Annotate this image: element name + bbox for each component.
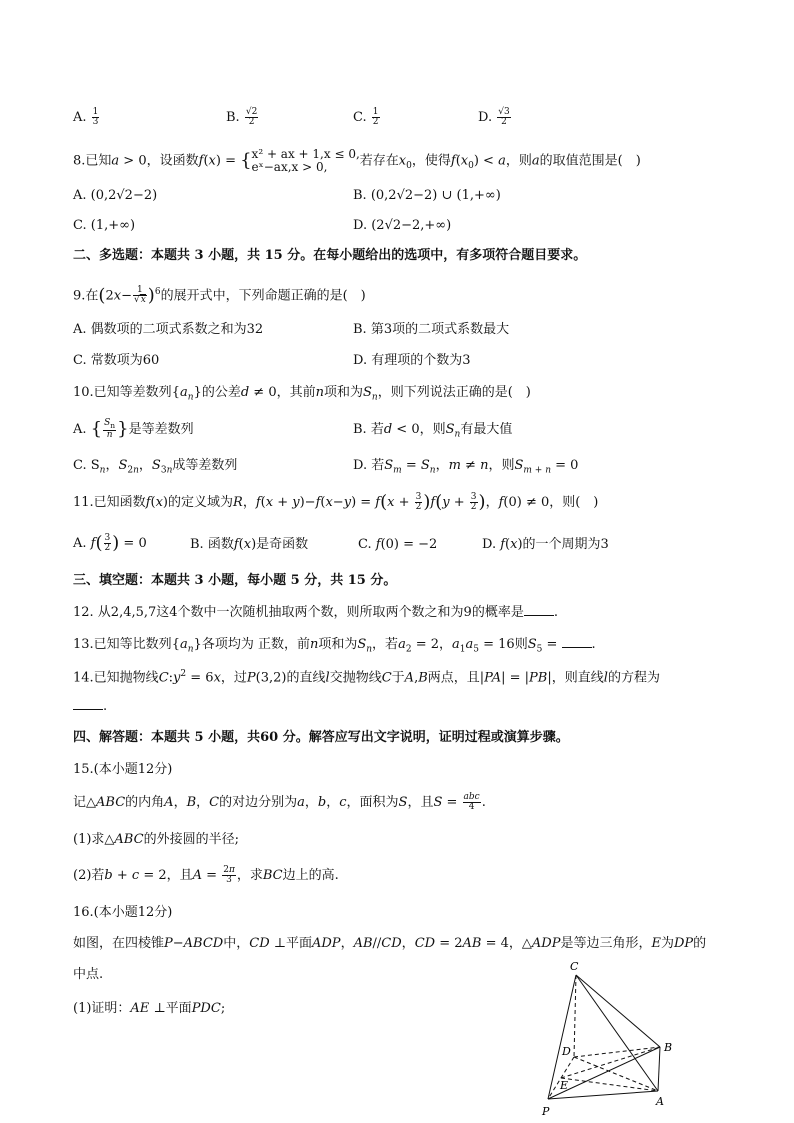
q11-stem: 11.已知函数f(x)的定义域为R，f(x + y)−f(x−y) = f(x + $\frac{3}{2}$ )f(y + $\frac{3}{2}$ )，f(0) ≠ 0，则( )	[73, 491, 599, 513]
label-p: P	[542, 1105, 550, 1118]
q11-option-a: A. f( $\frac{3}{2}$ ) = 0	[73, 532, 147, 554]
edge-cd	[574, 975, 576, 1057]
edge-db	[574, 1047, 660, 1057]
q11-option-b: B. 函数f(x)是奇函数	[190, 537, 309, 552]
q15-part2: (2)若b + c = 2，且A = $\frac{2\pi}{3}$ ，求BC边上的高.	[73, 865, 339, 885]
label-c: C	[570, 960, 579, 973]
q8-option-c: C. (1,+∞)	[73, 218, 136, 233]
label-e: E	[560, 1079, 569, 1092]
section-2-heading: 二、多选题：本题共 3 小题，共 15 分。在每小题给出的选项中，有多项符合题目要求。	[73, 248, 587, 263]
q9-stem: 9.在(2x− $\frac{1}{√x}$ )$^6$的展开式中，下列命题正确的是( )	[73, 284, 366, 306]
q16-heading: 16.(本小题12分)	[73, 905, 173, 920]
q11-option-c: C. f(0) = −2	[358, 537, 438, 552]
pyramid-figure	[528, 955, 728, 1123]
q7-option-c: C. $\frac{1}{2}$	[353, 107, 379, 127]
answer-blank[interactable]	[562, 635, 592, 648]
q9-option-b: B. 第3项的二项式系数最大	[353, 322, 510, 337]
label-a: A	[656, 1095, 664, 1108]
edge-ea	[561, 1078, 658, 1091]
q7-option-a: A. $\frac{1}{3}$	[73, 107, 99, 127]
edge-ba	[658, 1047, 660, 1091]
q8-option-d: D. (2√2−2,+∞)	[353, 218, 452, 233]
q15-stem: 记△ABC的内角A，B，C的对边分别为a，b，c，面积为S，且S = $\frac{\text{abc}}{4}$ .	[73, 792, 486, 812]
q8-stem: 8.已知a > 0，设函数f(x) = {x² + ax + 1,x ≤ 0, eˣ−ax,x > 0, 若存在$x_0$，使得$f(x_0) < a$，则a的取值范围是( )	[73, 147, 641, 174]
section-4-heading: 四、解答题：本题共 5 小题，共60 分。解答应写出文字说明，证明过程或演算步骤。	[73, 730, 569, 745]
q9-option-a: A. 偶数项的二项式系数之和为32	[73, 322, 264, 337]
q15-part1: (1)求△ABC的外接圆的半径;	[73, 832, 239, 847]
q10-option-a: A. { $\frac{S_n}{n}$ }是等差数列	[73, 418, 194, 440]
label-b: B	[664, 1041, 673, 1054]
answer-blank[interactable]	[524, 603, 554, 616]
q11-option-d: D. f(x)的一个周期为3	[482, 537, 609, 552]
q10-option-c: C. $S_n$，$S_{2n}$，$S_{3n}$成等差数列	[73, 458, 238, 476]
q15-heading: 15.(本小题12分)	[73, 762, 173, 777]
q8-option-a: A. (0,2√2−2)	[73, 188, 158, 203]
q14-stem: 14.已知抛物线$C:y^2 = 6x$，过P(3,2)的直线l交抛物线C于A,B两点，且|PA| = |PB|，则直线l的方程为	[73, 669, 660, 686]
q10-option-d: D. 若$S_m = S_n$，m ≠ n，则$S_{m + n} = 0$	[353, 458, 579, 476]
edge-ca	[576, 975, 658, 1091]
q7-option-b: B. $\frac{√2}{2}$	[226, 107, 258, 127]
edge-cb	[576, 975, 660, 1047]
q16-stem: 如图，在四棱锥P−ABCD中，CD ⊥平面ADP，AB//CD，CD = 2AB = 4，△ADP是等边三角形，E为DP的	[73, 936, 707, 951]
q12-stem: 12. 从2,4,5,7这4个数中一次随机抽取两个数，则所取两个数之和为9的概率是 .	[73, 605, 558, 620]
section-3-heading: 三、填空题：本题共 3 小题，每小题 5 分，共 15 分。	[73, 573, 397, 588]
q14-answer-line: .	[73, 697, 107, 716]
q7-option-d: D. $\frac{√3}{2}$	[478, 107, 510, 127]
q13-stem: 13.已知等比数列$\{a_n\}$各项均为 正数，前n项和为$S_n$，若$a_2 = 2$，$a_1a_5 = 16$则$S_5$ = .	[73, 637, 596, 655]
q8-option-b: B. (0,2√2−2) ∪ (1,+∞)	[353, 188, 501, 203]
answer-blank[interactable]	[73, 697, 103, 710]
label-d: D	[562, 1045, 571, 1058]
q10-stem: 10.已知等差数列$\{a_n\}$的公差d ≠ 0，其前n项和为$S_n$，则下列说法正确的是( )	[73, 385, 531, 403]
edge-pa	[548, 1091, 658, 1099]
q16-stem-continued: 中点.	[73, 967, 104, 982]
q10-option-b: B. 若d < 0，则$S_n$有最大值	[353, 422, 513, 440]
q9-option-d: D. 有理项的个数为3	[353, 353, 471, 368]
q16-part1: (1)证明：AE ⊥平面PDC;	[73, 1001, 226, 1016]
q9-option-c: C. 常数项为60	[73, 353, 160, 368]
